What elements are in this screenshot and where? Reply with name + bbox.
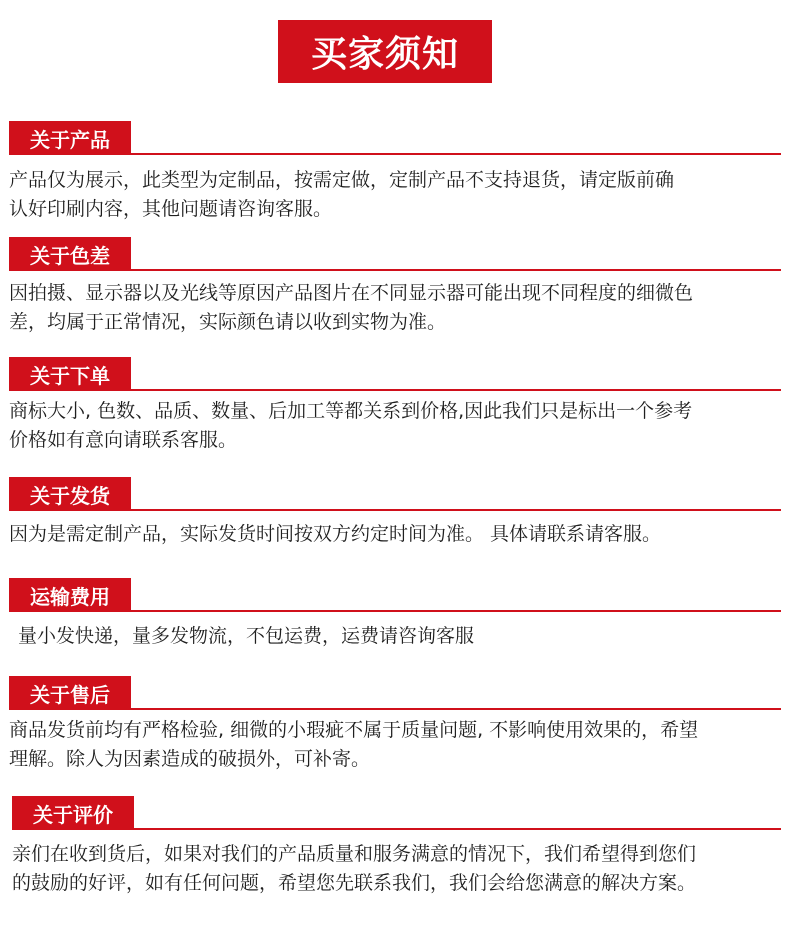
section-divider: [9, 389, 781, 391]
section-text-line: 因为是需定制产品，实际发货时间按双方约定时间为准。 具体请联系请客服。: [9, 523, 662, 545]
section-text-line: 商品发货前均有严格检验, 细微的小瑕疵不属于质量问题, 不影响使用效果的，希望: [9, 719, 699, 741]
section-label: 关于产品: [9, 121, 131, 155]
section-label: 关于下单: [9, 357, 131, 391]
section-text-line: 产品仅为展示，此类型为定制品，按需定做，定制产品不支持退货，请定版前确: [9, 169, 675, 191]
section-label: 关于评价: [12, 796, 134, 830]
section-label: 关于色差: [9, 237, 131, 271]
section-text-line: 的鼓励的好评，如有任何问题，希望您先联系我们，我们会给您满意的解决方案。: [12, 872, 697, 894]
section-text-line: 理解。除人为因素造成的破损外，可补寄。: [9, 748, 371, 770]
section-label: 关于售后: [9, 676, 131, 710]
section-divider: [9, 509, 781, 511]
section-divider: [9, 153, 781, 155]
section-text-line: 差，均属于正常情况，实际颜色请以收到实物为准。: [9, 311, 447, 333]
section-divider: [9, 269, 781, 271]
page-title: 买家须知: [278, 20, 492, 83]
section-label: 关于发货: [9, 477, 131, 511]
section-divider: [9, 708, 781, 710]
section-text-line: 商标大小, 色数、品质、数量、后加工等都关系到价格,因此我们只是标出一个参考: [9, 400, 693, 422]
section-text-line: 价格如有意向请联系客服。: [9, 429, 238, 451]
section-divider: [12, 828, 781, 830]
section-text-line: 认好印刷内容，其他问题请咨询客服。: [9, 198, 333, 220]
section-text-line: 因拍摄、显示器以及光线等原因产品图片在不同显示器可能出现不同程度的细微色: [9, 282, 694, 304]
section-text-line: 亲们在收到货后，如果对我们的产品质量和服务满意的情况下，我们希望得到您们: [12, 843, 697, 865]
section-text-line: 量小发快递，量多发物流，不包运费，运费请咨询客服: [18, 625, 475, 647]
section-label: 运输费用: [9, 578, 131, 612]
section-divider: [9, 610, 781, 612]
